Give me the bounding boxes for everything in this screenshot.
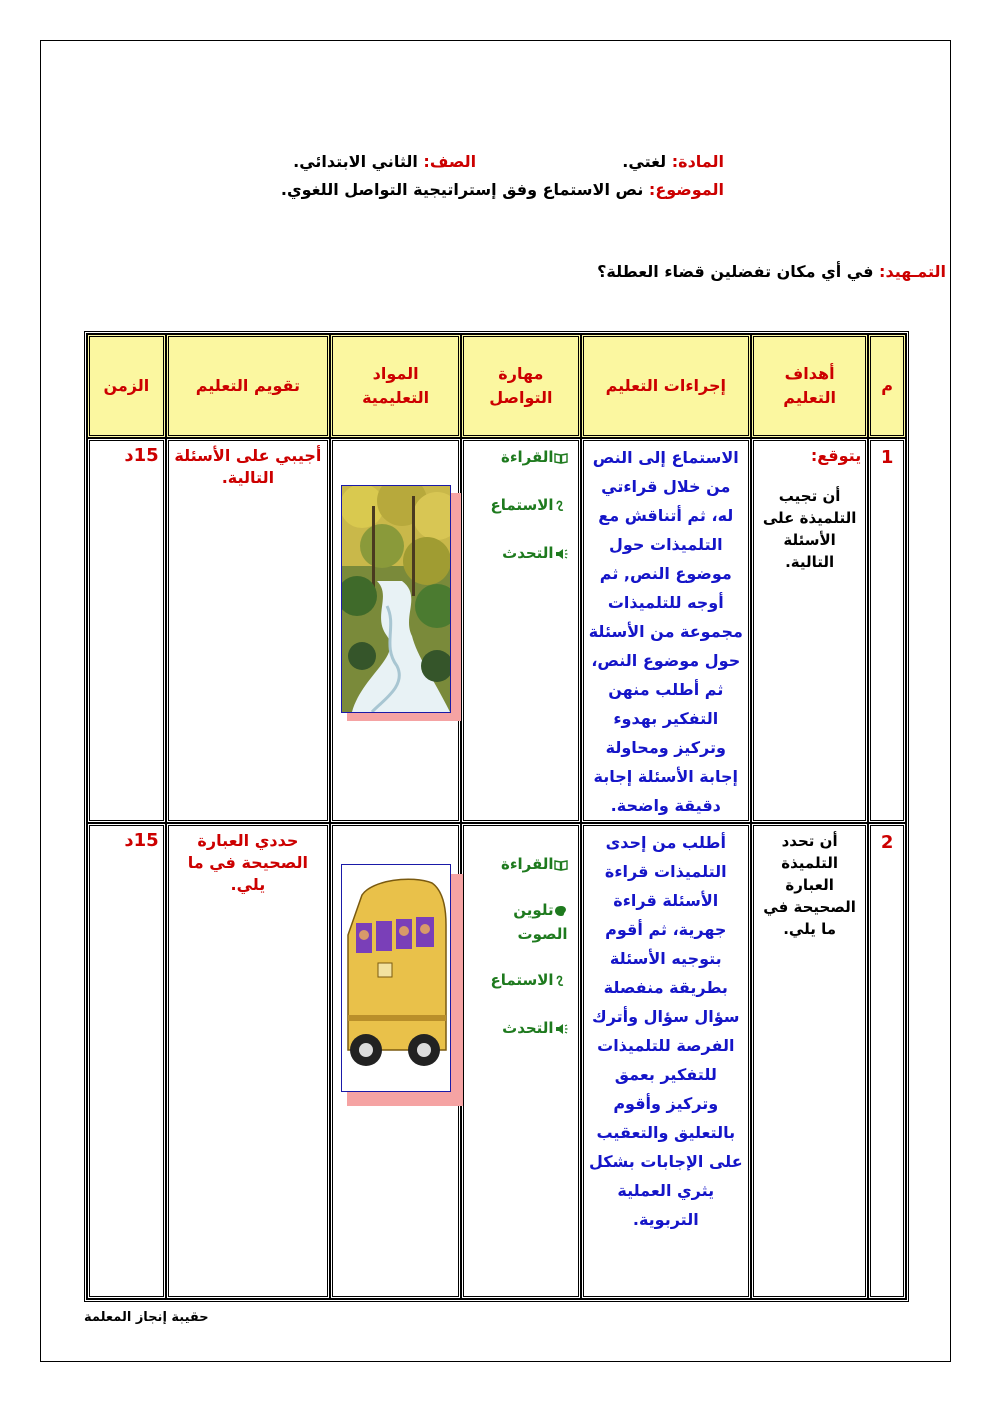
- palette-icon: [554, 905, 568, 917]
- skill-speaking: التحدث: [468, 1016, 567, 1040]
- topic-line: [281, 180, 724, 199]
- grade-value: الثاني الابتدائي.: [293, 152, 418, 171]
- subject-label: المادة:: [671, 152, 724, 171]
- row-number: 1: [868, 438, 906, 823]
- speaking-icon: [554, 548, 568, 560]
- speaking-icon: [554, 1023, 568, 1035]
- goal-text: أن تجيب التلميذة على الأسئلة التالية.: [762, 487, 857, 571]
- evaluation-cell: حددي العبارة الصحيحة في ما يلي.: [166, 823, 330, 1299]
- ear-icon: [554, 975, 568, 987]
- header-skill-line1: مهارة: [498, 364, 544, 383]
- row-number: 2: [868, 823, 906, 1299]
- river-forest-image: [341, 485, 451, 713]
- header-time: الزمن: [87, 334, 166, 438]
- goal-cell: [751, 823, 868, 1299]
- goal-text: أن تحدد التلميذة العبارة الصحيحة في ما يلي.: [763, 832, 856, 938]
- procedure-cell: أطلب من إحدى التلميذات قراءة الأسئلة قراءة جهرية، ثم أقوم بتوجيه الأسئلة بطريقة منفصلة سؤال سؤال وأترك الفرصة للتلميذات للتفكير بعمق وتركيز وأقوم بالتعليق والتعقيب على الإجابات بشكل يثري العملية التربوية.: [581, 823, 751, 1299]
- skill-listening: الاستماع: [468, 493, 567, 517]
- skills-cell: [461, 823, 580, 1299]
- intro-value: في أي مكان تفضلين قضاء العطلة؟: [597, 262, 874, 281]
- procedure-cell: الاستماع إلى النص من خلال قراءتي له، ثم أتناقش مع التلميذات حول موضوع النص, ثم أوجه للتلميذات مجموعة من الأسئلة حول موضوع النص، ثم أطلب منهن التفكير بهدوء وتركيز ومحاولة إجابة الأسئلة إجابة دقيقة واضحة.: [581, 438, 751, 823]
- grade-label: الصف:: [423, 152, 477, 171]
- skill-reading: القراءة: [468, 852, 567, 876]
- school-bus-image: [341, 864, 451, 1092]
- goal-title: يتوقع:: [810, 446, 862, 465]
- header-procedures: إجراءات التعليم: [581, 334, 751, 438]
- lesson-plan-table: [84, 331, 909, 1302]
- goal-cell: [751, 438, 868, 823]
- ear-icon: [554, 500, 568, 512]
- time-cell: 15د: [87, 438, 166, 823]
- subject-line: [293, 152, 724, 171]
- intro-line: [597, 262, 946, 281]
- evaluation-cell: أجيبي على الأسئلة التالية.: [166, 438, 330, 823]
- book-icon: [554, 859, 568, 871]
- time-cell: 15د: [87, 823, 166, 1299]
- topic-label: الموضوع:: [648, 180, 724, 199]
- header-skill: [461, 334, 580, 438]
- material-cell: [330, 438, 461, 823]
- header-num: م: [868, 334, 906, 438]
- table-row: [87, 823, 906, 1299]
- header-evaluation: تقويم التعليم: [166, 334, 330, 438]
- material-cell: [330, 823, 461, 1299]
- skills-cell: [461, 438, 580, 823]
- topic-value: نص الاستماع وفق إستراتيجية التواصل اللغوي.: [280, 180, 644, 199]
- header-materials: المواد التعليمية: [330, 334, 461, 438]
- subject-value: لغتي.: [622, 152, 667, 171]
- skill-reading: القراءة: [468, 445, 567, 469]
- footer-text: حقيبة إنجاز المعلمة: [84, 1310, 209, 1325]
- table-row: [87, 438, 906, 823]
- intro-label: التمـهيد:: [879, 262, 946, 281]
- header-goals: أهداف التعليم: [751, 334, 868, 438]
- table-header-row: [87, 334, 906, 438]
- skill-listening: الاستماع: [468, 968, 567, 992]
- skill-voice-coloring: تلوين الصوت: [513, 901, 568, 943]
- skill-speaking: التحدث: [468, 541, 567, 565]
- header-skill-line2: التواصل: [489, 388, 553, 407]
- book-icon: [554, 452, 568, 464]
